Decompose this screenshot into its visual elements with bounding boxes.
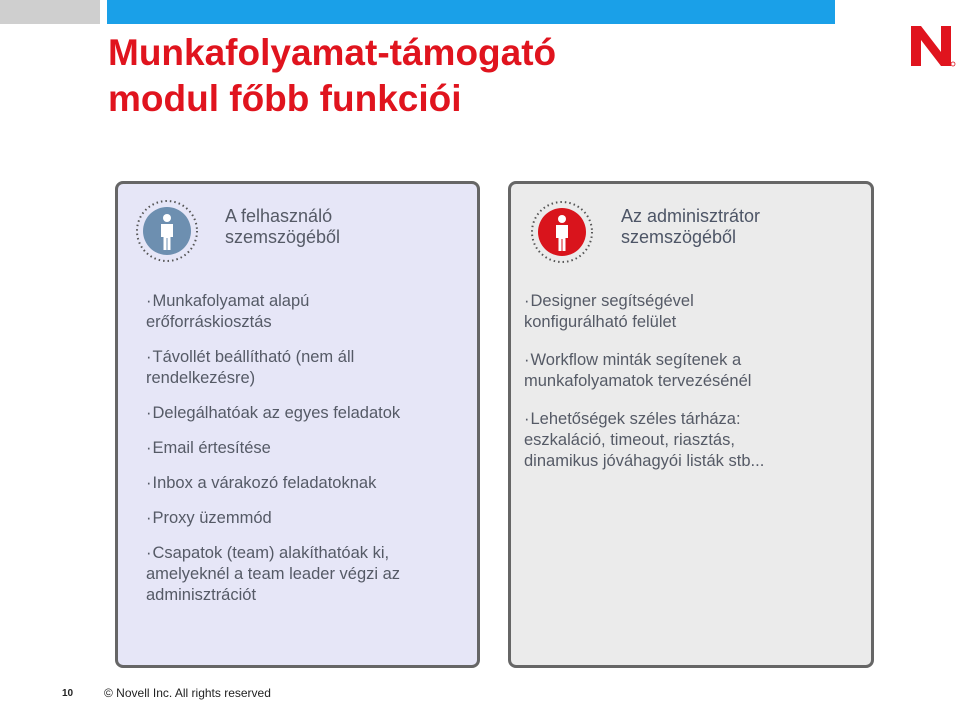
person-icon (135, 199, 199, 263)
item-line: · Workflow minták segítenek a (524, 350, 864, 371)
item-line: · Lehetőségek széles tárháza: (524, 409, 864, 430)
list-item (524, 291, 864, 333)
list-item (146, 508, 471, 529)
heading-line: A felhasználó (225, 206, 333, 226)
item-line: · Designer segítségével (524, 291, 864, 312)
admin-panel-heading (621, 206, 760, 248)
item-line: amelyeknél a team leader végzi az (146, 565, 401, 583)
item-line: · Email értesítése (146, 438, 471, 459)
copyright-text: © Novell Inc. All rights reserved (104, 686, 271, 700)
novell-logo-icon (909, 22, 957, 70)
title-line: Munkafolyamat-támogató (108, 32, 557, 73)
item-line: eszkaláció, timeout, riasztás, (524, 431, 735, 449)
page-title (108, 30, 556, 122)
item-line: · Inbox a várakozó feladatoknak (146, 473, 471, 494)
user-feature-list (146, 291, 471, 620)
item-line: · Távollét beállítható (nem áll (146, 347, 471, 368)
item-line: adminisztrációt (146, 586, 257, 604)
list-item (146, 291, 471, 333)
item-line: erőforráskiosztás (146, 313, 272, 331)
item-line: konfigurálható felület (524, 313, 677, 331)
page-number: 10 (62, 688, 74, 699)
top-bar-gray (0, 0, 100, 24)
item-line: · Csapatok (team) alakíthatóak ki, (146, 543, 471, 564)
list-item (146, 473, 471, 494)
item-line: · Proxy üzemmód (146, 508, 471, 529)
person-icon (530, 200, 594, 264)
user-perspective-panel (115, 181, 480, 668)
title-line: modul főbb funkciói (108, 78, 462, 119)
list-item (146, 543, 471, 606)
list-item (146, 438, 471, 459)
admin-perspective-panel (508, 181, 874, 668)
list-item (524, 350, 864, 392)
item-line: · Munkafolyamat alapú (146, 291, 471, 312)
list-item (146, 403, 471, 424)
list-item (146, 347, 471, 389)
item-line: rendelkezésre) (146, 369, 256, 387)
list-item (524, 409, 864, 472)
heading-line: szemszögéből (225, 227, 341, 247)
user-panel-heading (225, 206, 340, 248)
heading-line: Az adminisztrátor (621, 206, 761, 226)
item-line: munkafolyamatok tervezésénél (524, 372, 752, 390)
admin-feature-list (524, 291, 864, 489)
item-line: · Delegálhatóak az egyes feladatok (146, 403, 471, 424)
heading-line: szemszögéből (621, 227, 737, 247)
item-line: dinamikus jóváhagyói listák stb... (524, 452, 765, 470)
top-bar-blue (107, 0, 835, 24)
